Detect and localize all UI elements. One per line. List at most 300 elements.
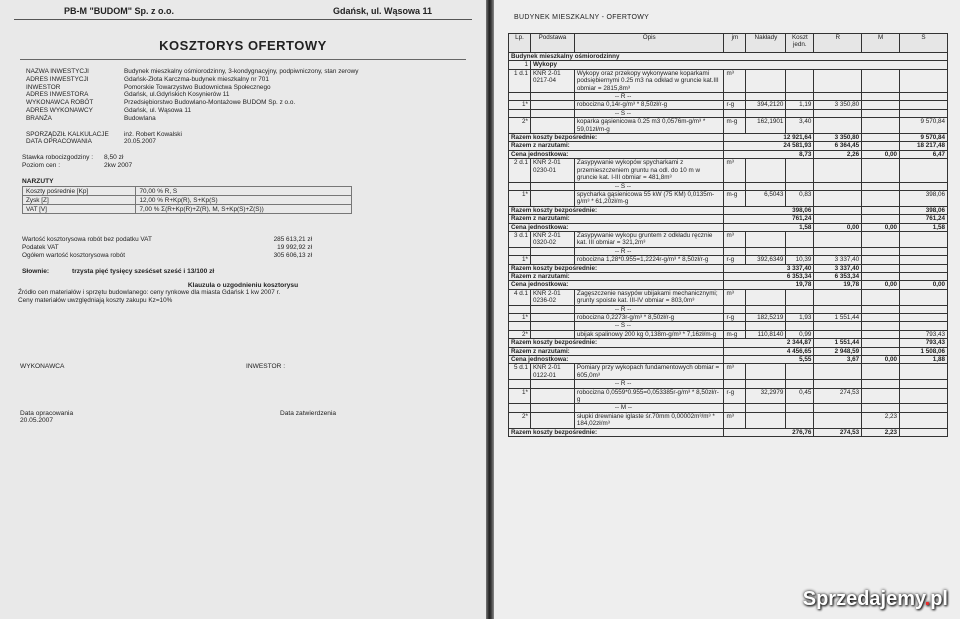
empty-cell <box>724 109 746 117</box>
empty-cell <box>746 182 786 190</box>
rates-key: Stawka robocizgodziny : <box>22 154 94 162</box>
summary-s: 6,47 <box>900 150 948 158</box>
table-row <box>509 206 948 214</box>
summary-r: 6 364,45 <box>814 142 862 150</box>
empty-cell <box>530 93 574 101</box>
empty-cell <box>530 404 574 412</box>
info-row <box>14 76 472 84</box>
empty-cell <box>862 289 900 305</box>
item-unit: m³ <box>724 231 746 247</box>
prep-key: DATA OPRACOWANIA <box>26 138 92 146</box>
resource-r: 1 551,44 <box>814 314 862 322</box>
amounts-value: 305 606,13 zł <box>273 252 312 260</box>
summary-m <box>862 347 900 355</box>
summary-total: 24 581,93 <box>724 142 814 150</box>
table-row <box>509 69 948 92</box>
summary-s <box>900 272 948 280</box>
summary-total: 5,55 <box>724 356 814 364</box>
empty-cell <box>814 305 862 313</box>
empty-cell <box>814 182 862 190</box>
item-lp: 2 d.1 <box>509 159 531 182</box>
approval-date-label: Data zatwierdzenia <box>280 410 337 418</box>
item-base: KNR 2-01 0122-01 <box>530 364 574 380</box>
item-base: KNR 2-01 0236-02 <box>530 289 574 305</box>
narzuty-key: Koszty pośrednie [Kp] <box>23 187 136 196</box>
resource-unit-cost: 0,99 <box>786 330 814 338</box>
table-row <box>509 322 948 330</box>
summary-total: 19,78 <box>724 281 814 289</box>
table-row <box>509 142 948 150</box>
resource-lp: 2* <box>509 330 531 338</box>
empty-cell <box>530 247 574 255</box>
header-divider <box>14 19 472 20</box>
resource-quantity: 394,2120 <box>746 101 786 109</box>
item-unit: m³ <box>724 289 746 305</box>
summary-s: 1,88 <box>900 356 948 364</box>
summary-label: Razem z narzutami: <box>509 215 724 223</box>
item-unit: m³ <box>724 159 746 182</box>
summary-total: 1,58 <box>724 223 814 231</box>
table-row <box>509 215 948 223</box>
info-key: ADRES WYKONAWCY <box>26 106 93 114</box>
narzuty-value: 7,00 % Σ(R+Kp(R)+Z(R), M, S+Kp(S)+Z(S)) <box>136 205 352 214</box>
summary-label: Razem koszty bezpośrednie: <box>509 339 724 347</box>
resource-description: robocizna 0,2273r-g/m³ * 8,50zł/r-g <box>574 314 724 322</box>
empty-cell <box>530 118 574 134</box>
resource-r: 274,53 <box>814 388 862 404</box>
summary-r: 1 551,44 <box>814 339 862 347</box>
amounts-value: 19 992,92 zł <box>277 244 312 252</box>
table-row <box>509 190 948 206</box>
resource-lp: 1* <box>509 190 531 206</box>
empty-cell <box>862 231 900 247</box>
resource-description: słupki drewniane iglaste śr.70mm 0,00002m³/m³ * 184,02zł/m³ <box>574 412 724 428</box>
empty-cell <box>900 364 948 380</box>
summary-s <box>900 264 948 272</box>
summary-total: 6 353,34 <box>724 272 814 280</box>
resource-unit: r-g <box>724 314 746 322</box>
table-row <box>509 109 948 117</box>
narzuty-row <box>23 205 352 214</box>
summary-m: 0,00 <box>862 281 900 289</box>
item-description: Zasypywanie wykopu gruntem z odkładu ręcznie kat. III obmiar = 321,2m³ <box>574 231 724 247</box>
empty-cell <box>862 69 900 92</box>
empty-cell <box>746 93 786 101</box>
resource-quantity: 392,6349 <box>746 256 786 264</box>
empty-cell <box>786 380 814 388</box>
summary-label: Razem koszty bezpośrednie: <box>509 428 724 436</box>
empty-cell <box>786 364 814 380</box>
empty-cell <box>900 305 948 313</box>
info-key: ADRES INWESTORA <box>26 91 89 99</box>
table-row <box>509 256 948 264</box>
table-row <box>509 272 948 280</box>
left-header <box>14 6 472 16</box>
summary-total: 12 921,64 <box>724 134 814 142</box>
amount-in-words: Słownie: trzysta pięć tysięcy sześćset sześć i 13/100 zł <box>22 268 215 276</box>
info-key: WYKONAWCA ROBÓT <box>26 99 94 107</box>
item-unit: m³ <box>724 69 746 92</box>
table-row <box>509 231 948 247</box>
summary-label: Razem koszty bezpośrednie: <box>509 264 724 272</box>
empty-cell <box>509 93 531 101</box>
rates-row <box>14 162 472 170</box>
resource-description: robocizna 0,14r-g/m³ * 8,50zł/r-g <box>574 101 724 109</box>
table-row <box>509 404 948 412</box>
summary-total: 3 337,40 <box>724 264 814 272</box>
clause-prices: Ceny materiałów uwzględniają koszty zakupu Kz=10% <box>18 297 173 305</box>
resource-quantity: 6,5043 <box>746 190 786 206</box>
empty-cell <box>814 289 862 305</box>
amounts-value: 285 613,21 zł <box>273 236 312 244</box>
empty-cell <box>900 231 948 247</box>
summary-r: 274,53 <box>814 428 862 436</box>
empty-cell <box>814 364 862 380</box>
resource-unit: r-g <box>724 388 746 404</box>
empty-cell <box>862 305 900 313</box>
resource-lp: 2* <box>509 412 531 428</box>
summary-label: Razem z narzutami: <box>509 347 724 355</box>
column-header: jm <box>724 34 746 53</box>
summary-m <box>862 272 900 280</box>
info-row <box>14 84 472 92</box>
resource-lp: 1* <box>509 101 531 109</box>
empty-cell <box>786 69 814 92</box>
empty-cell <box>786 322 814 330</box>
resource-group-label: -- R -- <box>574 93 724 101</box>
empty-cell <box>509 182 531 190</box>
empty-cell <box>724 322 746 330</box>
empty-cell <box>746 231 786 247</box>
resource-description: ubijak spalinowy 200 kg 0,138m-g/m³ * 7,16zł/m-g <box>574 330 724 338</box>
sprzedajemy-watermark: Sprzedajemy.pl <box>802 588 948 610</box>
empty-cell <box>814 322 862 330</box>
table-row <box>509 388 948 404</box>
resource-unit-cost: 0,45 <box>786 388 814 404</box>
resource-quantity: 162,1901 <box>746 118 786 134</box>
prep-value: inż. Robert Kowalski <box>124 130 182 138</box>
table-row <box>509 356 948 364</box>
empty-cell <box>746 364 786 380</box>
summary-m: 2,23 <box>862 428 900 436</box>
column-header: R <box>814 34 862 53</box>
resource-s: 793,43 <box>900 330 948 338</box>
column-header: Podstawa <box>530 34 574 53</box>
summary-r: 19,78 <box>814 281 862 289</box>
summary-label: Cena jednostkowa: <box>509 356 724 364</box>
table-row <box>509 150 948 158</box>
item-unit: m³ <box>724 364 746 380</box>
summary-m <box>862 264 900 272</box>
empty-cell <box>786 247 814 255</box>
column-header: Lp. <box>509 34 531 53</box>
summary-r: 6 353,34 <box>814 272 862 280</box>
resource-s: 9 570,84 <box>900 118 948 134</box>
table-row <box>509 281 948 289</box>
empty-cell <box>814 404 862 412</box>
table-row <box>509 339 948 347</box>
item-lp: 1 d.1 <box>509 69 531 92</box>
resource-r <box>814 190 862 206</box>
empty-cell <box>900 93 948 101</box>
resource-group-label: -- S -- <box>574 322 724 330</box>
resource-unit-cost <box>786 412 814 428</box>
empty-cell <box>509 305 531 313</box>
info-value: Budowlana <box>124 114 156 122</box>
empty-cell <box>530 412 574 428</box>
empty-cell <box>862 247 900 255</box>
table-row <box>509 247 948 255</box>
column-header: Nakłady <box>746 34 786 53</box>
empty-cell <box>530 314 574 322</box>
item-lp: 5 d.1 <box>509 364 531 380</box>
empty-cell <box>814 159 862 182</box>
resource-m <box>862 388 900 404</box>
empty-cell <box>862 322 900 330</box>
empty-cell <box>900 69 948 92</box>
resource-unit-cost: 10,39 <box>786 256 814 264</box>
summary-total: 761,24 <box>724 215 814 223</box>
resource-lp: 1* <box>509 388 531 404</box>
signature-row <box>14 363 472 370</box>
resource-m <box>862 118 900 134</box>
table-row <box>509 347 948 355</box>
summary-total: 4 456,65 <box>724 347 814 355</box>
empty-cell <box>724 93 746 101</box>
resource-s <box>900 256 948 264</box>
document-title: KOSZTORYS OFERTOWY <box>159 38 327 53</box>
empty-cell <box>786 109 814 117</box>
empty-cell <box>724 305 746 313</box>
item-base: KNR 2-01 0217-04 <box>530 69 574 92</box>
resource-quantity: 32,2979 <box>746 388 786 404</box>
resource-description: robocizna 0,0559*0.955=0,053385r-g/m³ * 8,50zł/r-g <box>574 388 724 404</box>
summary-m <box>862 215 900 223</box>
estimate-table <box>508 33 948 437</box>
summary-r <box>814 206 862 214</box>
table-row <box>509 314 948 322</box>
empty-cell <box>509 109 531 117</box>
resource-unit-cost: 0,83 <box>786 190 814 206</box>
empty-cell <box>746 69 786 92</box>
resource-unit-cost: 1,93 <box>786 314 814 322</box>
resource-s <box>900 412 948 428</box>
table-row <box>509 223 948 231</box>
narzuty-value: 12,00 % R+Kp(R), S+Kp(S) <box>136 196 352 205</box>
summary-label: Cena jednostkowa: <box>509 150 724 158</box>
table-row <box>509 305 948 313</box>
summary-s: 1 508,06 <box>900 347 948 355</box>
summary-r: 2,26 <box>814 150 862 158</box>
narzuty-value: 70,00 % R, S <box>136 187 352 196</box>
narzuty-label: NARZUTY <box>22 178 54 186</box>
summary-r: 2 948,59 <box>814 347 862 355</box>
table-row <box>509 412 948 428</box>
info-row <box>14 99 472 107</box>
item-description: Pomiary przy wykopach fundamentowych obmiar = 605,0m³ <box>574 364 724 380</box>
company-address: Gdańsk, ul. Wąsowa 11 <box>332 6 432 16</box>
empty-cell <box>746 305 786 313</box>
item-lp: 3 d.1 <box>509 231 531 247</box>
resource-unit: r-g <box>724 101 746 109</box>
resource-unit: r-g <box>724 256 746 264</box>
empty-cell <box>724 380 746 388</box>
resource-unit-cost: 1,19 <box>786 101 814 109</box>
resource-unit: m³ <box>724 412 746 428</box>
empty-cell <box>900 322 948 330</box>
resource-s <box>900 388 948 404</box>
empty-cell <box>862 182 900 190</box>
resource-m <box>862 190 900 206</box>
resource-m: 2,23 <box>862 412 900 428</box>
summary-s: 18 217,48 <box>900 142 948 150</box>
summary-label: Cena jednostkowa: <box>509 281 724 289</box>
amounts-row <box>14 244 472 252</box>
prep-row <box>14 131 472 139</box>
narzuty-key: VAT [V] <box>23 205 136 214</box>
table-row <box>509 428 948 436</box>
empty-cell <box>724 247 746 255</box>
table-row <box>509 134 948 142</box>
rates-value: 8,50 zł <box>104 154 124 162</box>
resource-unit-cost: 3,40 <box>786 118 814 134</box>
summary-label: Razem z narzutami: <box>509 142 724 150</box>
empty-cell <box>786 289 814 305</box>
summary-r: 3 337,40 <box>814 264 862 272</box>
amounts-key: Wartość kosztorysowa robót bez podatku VAT <box>22 236 152 244</box>
company-name: PB-M "BUDOM" Sp. z o.o. <box>64 6 175 16</box>
info-key: ADRES INWESTYCJI <box>26 75 89 83</box>
empty-cell <box>786 159 814 182</box>
empty-cell <box>900 289 948 305</box>
subsection-row: 1 Wykopy <box>509 61 948 69</box>
resource-quantity <box>746 412 786 428</box>
info-key: NAZWA INWESTYCJI <box>26 68 89 75</box>
info-key: BRANŻA <box>26 114 52 122</box>
empty-cell <box>746 404 786 412</box>
book-gutter <box>486 0 494 619</box>
empty-cell <box>862 109 900 117</box>
empty-cell <box>862 159 900 182</box>
summary-total: 2 344,87 <box>724 339 814 347</box>
item-description: Zagęszczenie nasypów ubijakami mechanicznymi; grunty spoiste kat. III-IV obmiar = 803,0m³ <box>574 289 724 305</box>
empty-cell <box>509 247 531 255</box>
summary-m: 0,00 <box>862 150 900 158</box>
resource-group-label: -- S -- <box>574 182 724 190</box>
empty-cell <box>786 305 814 313</box>
summary-total: 8,73 <box>724 150 814 158</box>
resource-group-label: -- R -- <box>574 380 724 388</box>
right-header: BUDYNEK MIESZKALNY - OFERTOWY <box>514 14 650 21</box>
summary-label: Cena jednostkowa: <box>509 223 724 231</box>
rates-value: 2kw 2007 <box>104 162 133 170</box>
empty-cell <box>509 380 531 388</box>
empty-cell <box>746 159 786 182</box>
table-header <box>509 34 948 53</box>
empty-cell <box>746 109 786 117</box>
column-header: Opis <box>574 34 724 53</box>
empty-cell <box>786 231 814 247</box>
empty-cell <box>530 182 574 190</box>
summary-label: Razem koszty bezpośrednie: <box>509 206 724 214</box>
table-row <box>509 182 948 190</box>
table-row <box>509 380 948 388</box>
table-row <box>509 118 948 134</box>
empty-cell <box>786 182 814 190</box>
resource-r <box>814 330 862 338</box>
summary-s: 0,00 <box>900 281 948 289</box>
table-row <box>509 101 948 109</box>
empty-cell <box>814 247 862 255</box>
info-value: Budynek mieszkalny ośmiorodzinny, 3-kondygnacyjny, podpiwniczony, stan zerowy <box>124 68 359 75</box>
investor-label: INWESTOR : <box>246 363 286 371</box>
summary-s: 1,58 <box>900 223 948 231</box>
resource-m <box>862 256 900 264</box>
clause-source: Źródło cen materiałów i sprzętu budowlanego: ceny rynkowe dla miasta Gdańsk 1 kw 2007 r. <box>18 289 281 297</box>
empty-cell <box>509 322 531 330</box>
info-row <box>14 107 472 115</box>
empty-cell <box>862 93 900 101</box>
resource-m <box>862 314 900 322</box>
item-description: Zasypywanie wykopów spycharkami z przemieszczeniem gruntu na odl. do 10 m w gruncie kat. I-III obmiar = 481,8m³ <box>574 159 724 182</box>
empty-cell <box>862 380 900 388</box>
column-header: M <box>862 34 900 53</box>
resource-lp: 2* <box>509 118 531 134</box>
empty-cell <box>746 322 786 330</box>
empty-cell <box>530 109 574 117</box>
resource-group-label: -- R -- <box>574 305 724 313</box>
empty-cell <box>786 93 814 101</box>
empty-cell <box>900 159 948 182</box>
table-row <box>509 289 948 305</box>
title-divider <box>20 59 466 60</box>
empty-cell <box>530 380 574 388</box>
resource-m <box>862 101 900 109</box>
summary-r: 0,00 <box>814 223 862 231</box>
dates-row <box>14 410 472 424</box>
empty-cell <box>900 182 948 190</box>
item-lp: 4 d.1 <box>509 289 531 305</box>
resource-lp: 1* <box>509 314 531 322</box>
info-value: Przedsiębiorstwo Budowlano-Montażowe BUDOM Sp. z o.o. <box>124 99 296 107</box>
labor-rates <box>14 154 472 170</box>
info-value: Gdańsk-Złota Karczma-budynek mieszkalny nr 701 <box>124 75 269 83</box>
empty-cell <box>509 404 531 412</box>
empty-cell <box>746 247 786 255</box>
resource-unit: m-g <box>724 330 746 338</box>
empty-cell <box>862 364 900 380</box>
summary-m <box>862 339 900 347</box>
amounts-key: Ogółem wartość kosztorysowa robót <box>22 252 125 260</box>
resource-description: robocizna 1,28*0.955=1,2224r-g/m³ * 8,50zł/r-g <box>574 256 724 264</box>
resource-unit: m-g <box>724 190 746 206</box>
resource-r: 3 350,80 <box>814 101 862 109</box>
summary-m: 0,00 <box>862 356 900 364</box>
summary-total: 276,76 <box>724 428 814 436</box>
empty-cell <box>862 404 900 412</box>
prep-value: 20.05.2007 <box>124 138 156 146</box>
info-value: Pomorskie Towarzystwo Budownictwa Społecznego <box>124 83 271 91</box>
table-row <box>509 93 948 101</box>
empty-cell <box>530 101 574 109</box>
summary-m <box>862 142 900 150</box>
narzuty-row <box>23 187 352 196</box>
rates-row <box>14 154 472 162</box>
summary-r <box>814 215 862 223</box>
prep-key: SPORZĄDZIŁ KALKULACJE <box>26 130 109 138</box>
empty-cell <box>786 404 814 412</box>
resource-s <box>900 101 948 109</box>
